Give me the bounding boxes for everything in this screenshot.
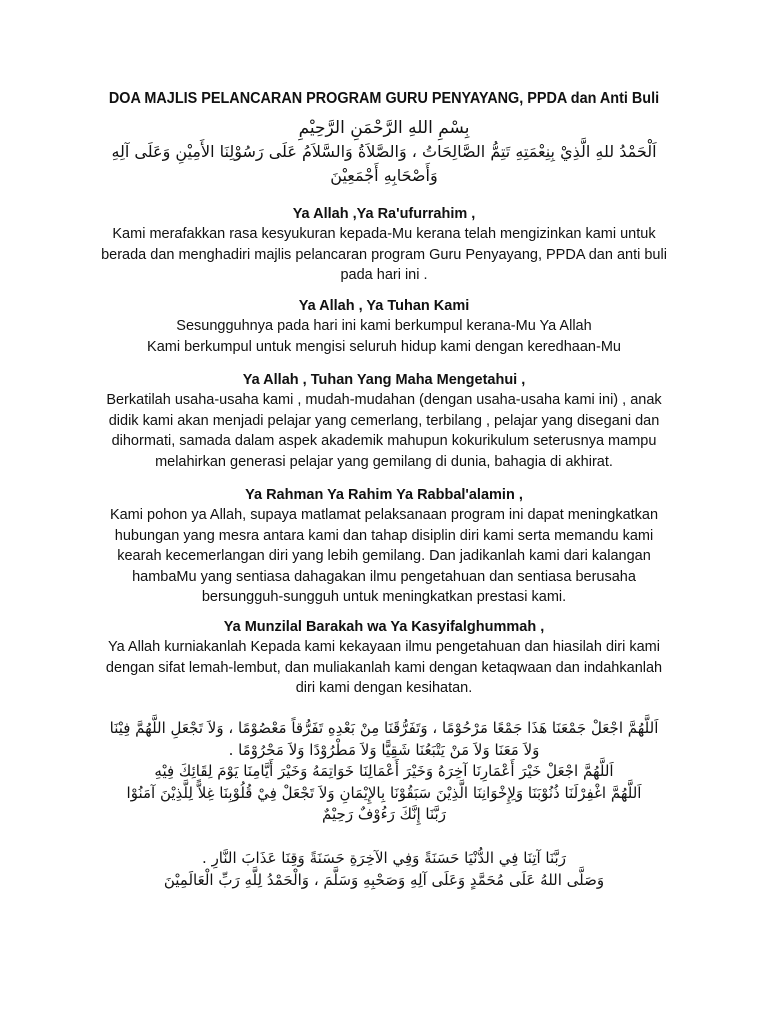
prayer-section xyxy=(70,296,698,357)
body-line: Kami pohon ya Allah, supaya matlamat pelaksanaan program ini dapat meningkatkan xyxy=(109,507,659,523)
body-line: pada hari ini . xyxy=(340,267,428,283)
prayer-section xyxy=(70,485,698,608)
body-line: didik kami akan menjadi pelajar yang cemerlang, terbilang , pelajar yang disegani dan xyxy=(108,412,660,429)
section-heading: Ya Allah , Tuhan Yang Maha Mengetahui , xyxy=(242,372,526,388)
body-line: kearah kecemerlangan diri yang lebih gemilang. Dan jadikanlah kami dari kalangan xyxy=(117,548,651,564)
document-title: DOA MAJLIS PELANCARAN PROGRAM GURU PENYAYANG, PPDA dan Anti Buli xyxy=(108,90,660,107)
section-heading: Ya Allah ,Ya Ra'ufurrahim , xyxy=(292,206,476,222)
arabic-opening-line: وَأَصْحَابِهِ أَجْمَعِيْنَ xyxy=(330,166,438,185)
section-body xyxy=(70,505,698,608)
arabic-prayer-line: اَللَّهُمَّ اجْعَلْ جَمْعَنَا هَذَا جَمْعًا مَرْحُوْمًا ، وَتَفَرُّقَنَا مِنْ بَعْدِهِ تَفَرُّقاً مَعْصُوْمًا ، وَلاَ تَجْعَلِ اللَّهُمَّ فِيْنَا xyxy=(109,719,659,737)
arabic-opening-line: اَلْحَمْدُ للهِ الَّذِيْ بِنِعْمَتِهِ تَتِمُّ الصَّالِحَاتُ ، وَالصَّلاَةُ وَالسَّلاَمُ عَلَى رَسُوْلِنَا الأَمِيْنِ وَعَلَى آلِهِ xyxy=(111,142,657,161)
body-line: melahirkan generasi pelajar yang gemilang di dunia, bahagia di akhirat. xyxy=(155,453,613,470)
arabic-prayer-line: رَبَّنَا إِنَّكَ رَءُوْفٌ رَحِيْمٌ xyxy=(322,805,446,823)
body-line: hubungan yang mesra antara kami dan tahap disiplin diri kami serta memandu kami xyxy=(114,527,654,544)
body-line: dengan sifat lemah-lembut, dan muliakanlah kami dengan ketaqwaan dan indahkanlah xyxy=(105,659,663,676)
section-body xyxy=(70,637,698,699)
body-line: diri kami dengan kesihatan. xyxy=(295,680,473,696)
arabic-prayer-line: اَللَّهُمَّ اغْفِرْلَنَا ذُنُوْبَنَا وَلِإِخْوَانِنَا الَّذِيْنَ سَبَقُوْنَا بِالإِيْمَانِ وَلاَ تَجْعَلْ فِيْ قُلُوْبِنَا غِلاًّ لِلَّذِيْنَ آمَنُوْا xyxy=(126,783,642,802)
arabic-opening-praise xyxy=(80,140,688,188)
body-line: berada dan menghadiri majlis pelancaran program Guru Penyayang, PPDA dan anti buli xyxy=(101,246,667,263)
prayer-section xyxy=(70,370,698,472)
arabic-bismillah: بِسْمِ اللهِ الرَّحْمَنِ الرَّحِيْمِ xyxy=(298,118,470,138)
section-body xyxy=(70,224,698,286)
section-body xyxy=(70,316,698,357)
arabic-closing-line: وَصَلَّى اللهُ عَلَى مُحَمَّدٍ وَعَلَى آلِهِ وَصَحْبِهِ وَسَلَّمَ ، وَالْحَمْدُ لِلَّهِ رَبِّ الْعَالَمِيْنَ xyxy=(163,870,605,889)
section-body xyxy=(70,390,698,472)
arabic-prayer-line: اَللَّهُمَّ اجْعَلْ خَيْرَ أَعْمَارِنَا آخِرَهُ وَخَيْرَ أَعْمَالِنَا خَوَاتِمَهُ وَخَيْرَ أَيَّامِنَا يَوْمَ لِقَائِكَ فِيْهِ xyxy=(154,762,614,780)
prayer-section xyxy=(70,204,698,286)
body-line: hambaMu yang sentiasa dahagakan ilmu pengetahuan dan sentiasa berusaha xyxy=(132,568,636,585)
body-line: Kami berkumpul untuk mengisi seluruh hidup kami dengan keredhaan-Mu xyxy=(147,338,621,355)
arabic-closing-line: رَبَّنَا آتِنَا فِي الدُّنْيَا حَسَنَةً وَفِي الآخِرَةِ حَسَنَةً وَقِنَا عَذَابَ النَّارِ . xyxy=(202,849,566,867)
body-line: Sesungguhnya pada hari ini kami berkumpul kerana-Mu Ya Allah xyxy=(176,318,592,334)
section-heading: Ya Rahman Ya Rahim Ya Rabbal'alamin , xyxy=(245,487,523,503)
arabic-prayer xyxy=(80,718,688,826)
body-line: Berkatilah usaha-usaha kami , mudah-mudahan (dengan usaha-usaha kami ini) , anak xyxy=(106,392,662,408)
body-line: dihormati, samada dalam aspek akademik mahupun kokurikulum seterusnya mampu xyxy=(111,433,657,449)
section-heading: Ya Munzilal Barakah wa Ya Kasyifalghummah , xyxy=(223,619,545,635)
prayer-section xyxy=(70,617,698,699)
body-line: Ya Allah kurniakanlah Kepada kami kekayaan ilmu pengetahuan dan hiasilah diri kami xyxy=(108,639,660,655)
arabic-closing xyxy=(80,848,688,891)
arabic-prayer-line: وَلاَ مَعَنَا وَلاَ مَنْ يَتْبَعُنَا شَقِيًّا وَلاَ مَطْرُوْدًا وَلاَ مَحْرُوْمًا . xyxy=(228,740,540,759)
body-line: Kami merafakkan rasa kesyukuran kepada-Mu kerana telah mengizinkan kami untuk xyxy=(112,226,656,242)
body-line: bersungguh-sungguh untuk meningkatkan prestasi kami. xyxy=(201,589,567,605)
section-heading: Ya Allah , Ya Tuhan Kami xyxy=(298,298,470,314)
